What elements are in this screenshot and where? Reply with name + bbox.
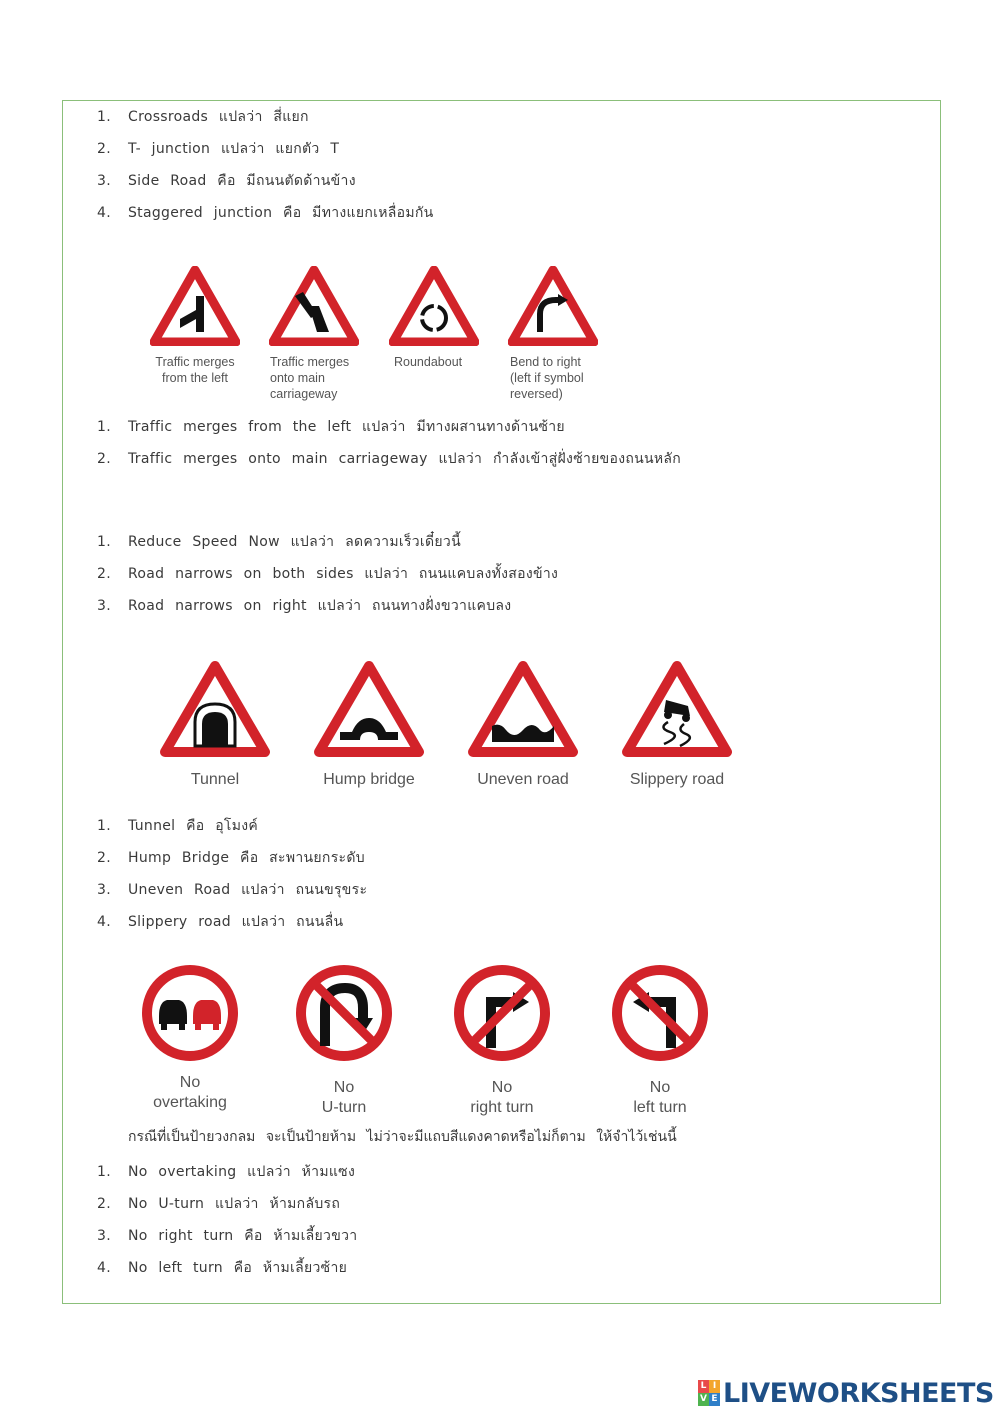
list-item: 1. Traffic merges from the left แปลว่า มีทางผสานทางด้านซ้าย: [97, 419, 565, 435]
traffic-merges-left-sign: [150, 266, 240, 346]
caption-traffic-merges-left: Traffic merges from the left: [155, 355, 235, 385]
caption-uneven-road: Uneven road: [477, 771, 569, 788]
caption-hump-bridge: Hump bridge: [323, 771, 415, 788]
list-item: 4. No left turn คือ ห้ามเลี้ยวซ้าย: [97, 1260, 348, 1276]
caption-no-right-turn: No right turn: [470, 1079, 534, 1116]
caption-slippery-road: Slippery road: [629, 771, 725, 788]
caption-traffic-merges-onto-main: Traffic merges onto main carriageway: [270, 355, 350, 401]
list-item: 1. Crossroads แปลว่า สี่แยก: [97, 109, 309, 125]
list-item: 2. Traffic merges onto main carriageway แปลว่า กำลังเข้าสู่ฝั่งซ้ายของถนนหลัก: [97, 451, 682, 467]
list-item: 2. No U-turn แปลว่า ห้ามกลับรถ: [97, 1196, 341, 1212]
caption-no-overtaking: No overtaking: [153, 1074, 227, 1111]
list-item: 1. Reduce Speed Now แปลว่า ลดความเร็วเดี๋ยวนี้: [97, 534, 461, 550]
caption-no-left-turn: No left turn: [633, 1079, 687, 1116]
list-merges: [97, 411, 681, 475]
hump-bridge-sign: [314, 660, 424, 758]
uneven-road-sign: [468, 660, 578, 758]
tunnel-sign: [160, 660, 270, 758]
list-road-hazards: [97, 810, 367, 938]
list-item: 1. No overtaking แปลว่า ห้ามแซง: [97, 1164, 356, 1180]
list-item: 2. Road narrows on both sides แปลว่า ถนนแคบลงทั้งสองข้าง: [97, 566, 559, 582]
no-overtaking-sign: [141, 964, 239, 1062]
caption-roundabout: Roundabout: [394, 355, 463, 369]
list-item: 3. No right turn คือ ห้ามเลี้ยวขวา: [97, 1228, 358, 1244]
list-item: 3. Road narrows on right แปลว่า ถนนทางฝั่งขวาแคบลง: [97, 598, 512, 614]
list-item: 2. Hump Bridge คือ สะพานยกระดับ: [97, 850, 365, 866]
bend-to-right-sign: [508, 266, 598, 346]
list-item: 1. Tunnel คือ อุโมงค์: [97, 818, 259, 834]
list-item: 2. T- junction แปลว่า แยกตัว T: [97, 141, 340, 157]
no-right-turn-sign: [453, 964, 551, 1062]
liveworksheets-logo-icon: L I V E: [698, 1380, 720, 1406]
list-item: 3. Side Road คือ มีถนนตัดด้านข้าง: [97, 173, 356, 189]
roundabout-sign: [389, 266, 479, 346]
caption-bend-to-right: Bend to right (left if symbol reversed): [510, 355, 584, 401]
traffic-merges-onto-main-sign: [269, 266, 359, 346]
brand-name: LIVEWORKSHEETS: [723, 1377, 994, 1409]
no-u-turn-sign: [295, 964, 393, 1062]
list-junctions: [97, 101, 434, 229]
liveworksheets-brand[interactable]: [698, 1378, 994, 1408]
caption-tunnel: Tunnel: [190, 771, 240, 788]
list-item: 4. Slippery road แปลว่า ถนนลื่น: [97, 914, 344, 930]
caption-no-u-turn: No U-turn: [321, 1079, 367, 1116]
slippery-road-sign: [622, 660, 732, 758]
list-prohibitions: [97, 1156, 357, 1284]
list-item: 4. Staggered junction คือ มีทางแยกเหลื่อมกัน: [97, 205, 434, 221]
no-left-turn-sign: [611, 964, 709, 1062]
list-speed-narrows: [97, 526, 558, 622]
list-item: 3. Uneven Road แปลว่า ถนนขรุขระ: [97, 882, 368, 898]
circle-sign-note: กรณีที่เป็นป้ายวงกลม จะเป็นป้ายห้าม ไม่ว่าจะมีแถบสีแดงคาดหรือไม่ก็ตาม ให้จำไว้เช่นนี้: [128, 1129, 677, 1145]
